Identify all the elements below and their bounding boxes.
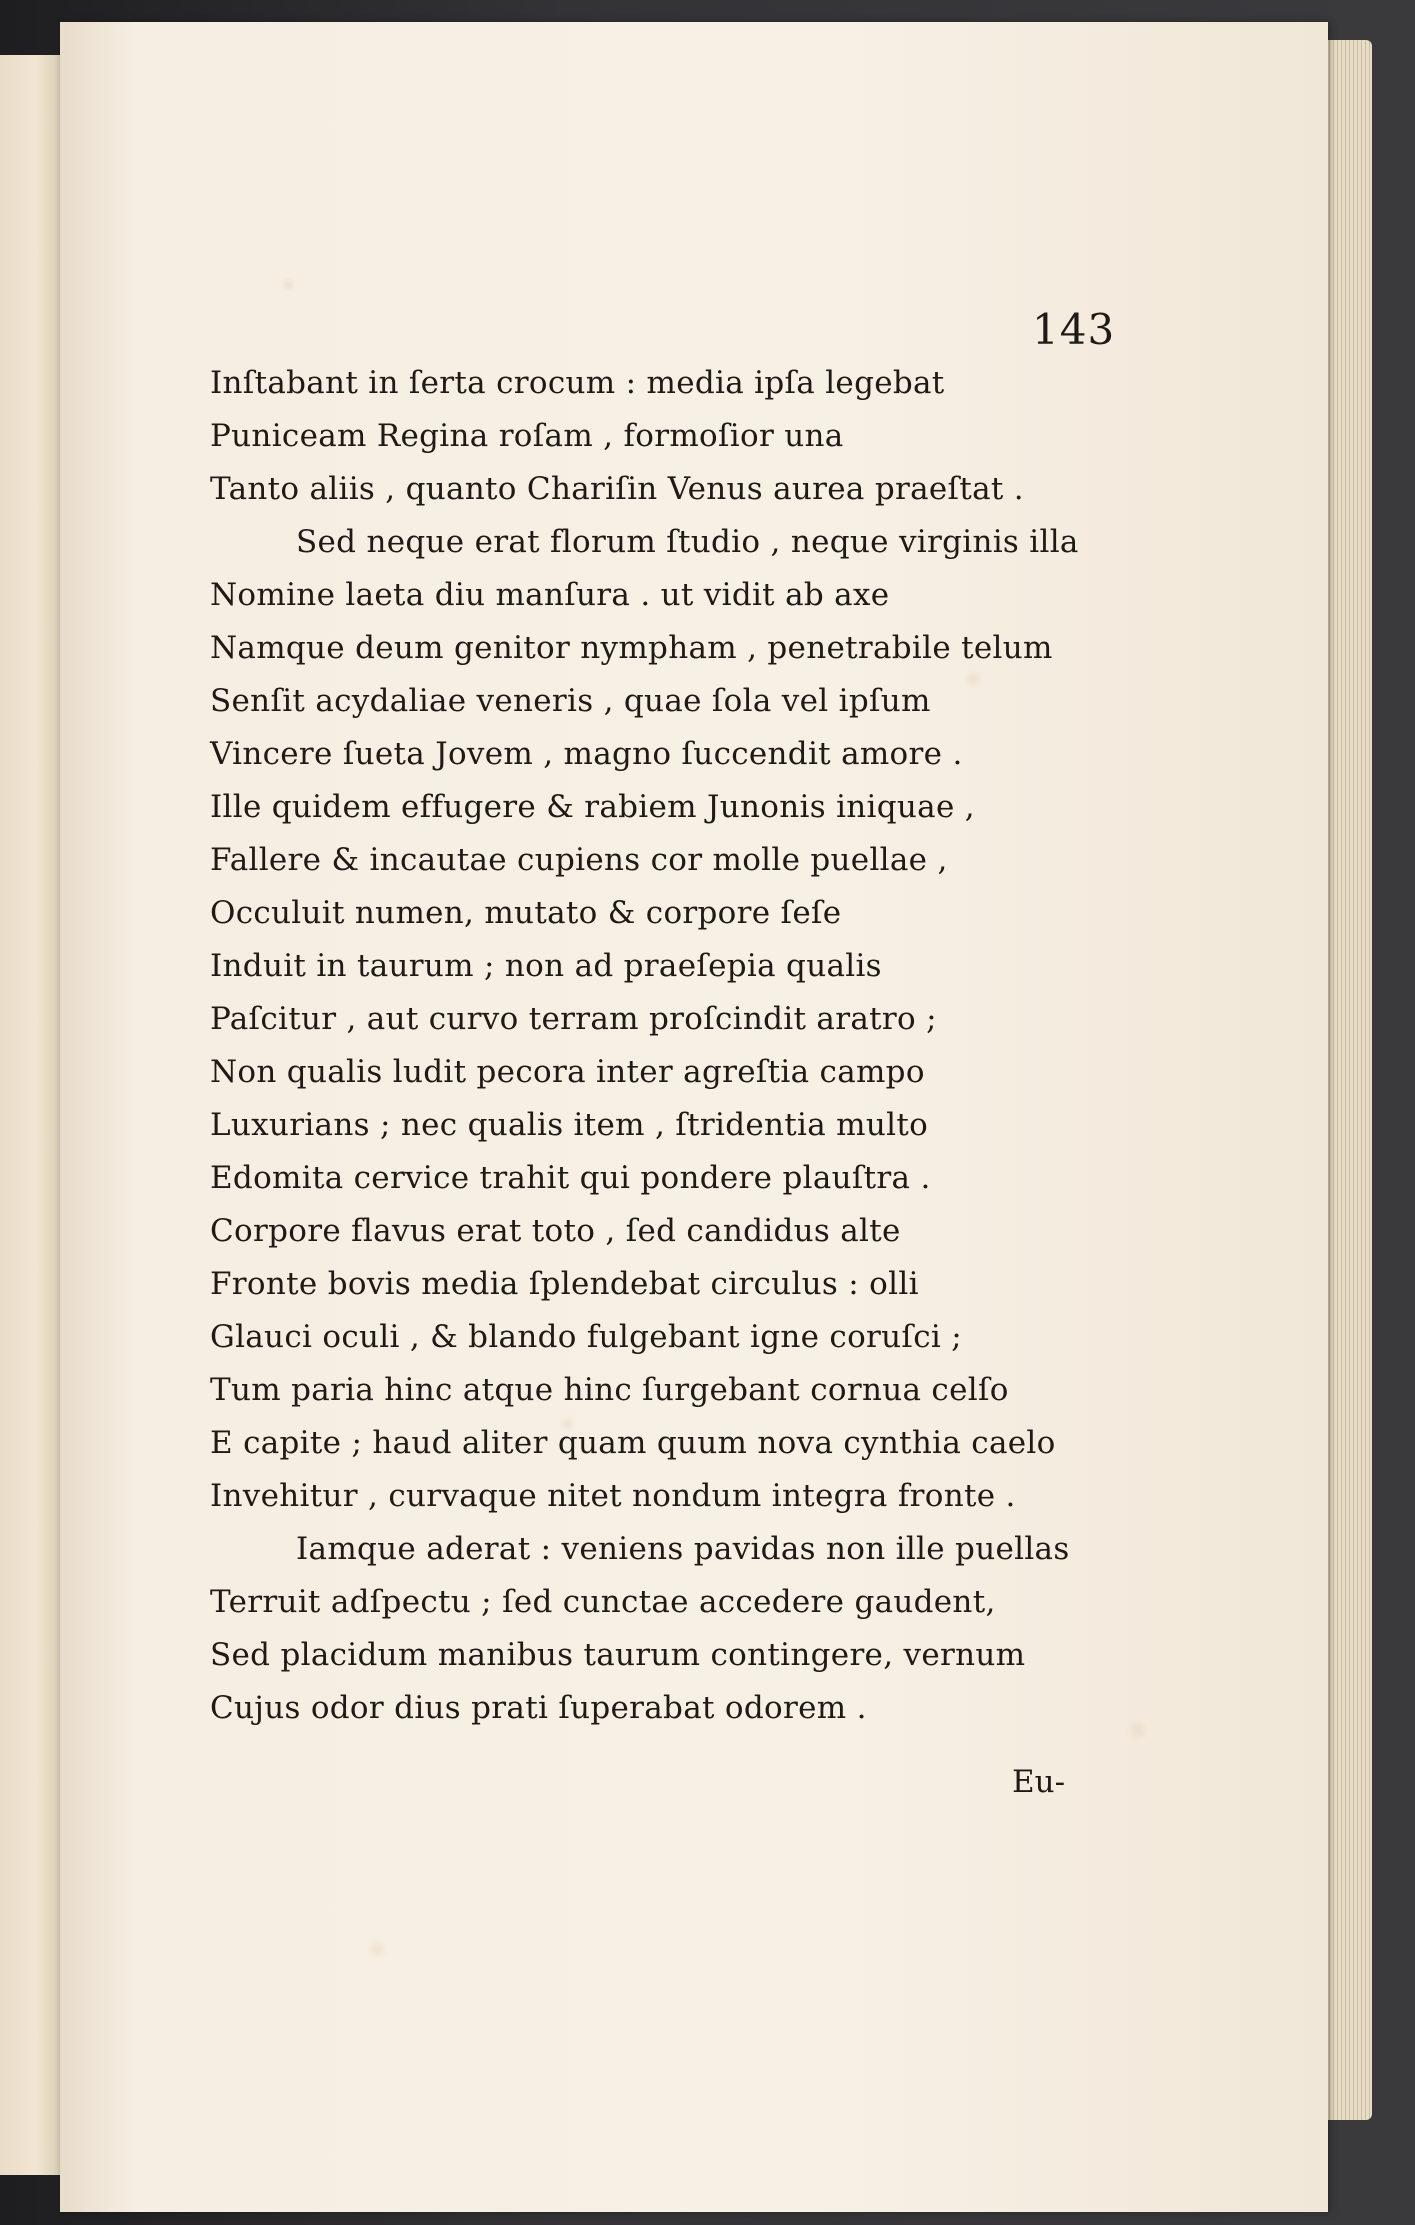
facing-page-edge: [0, 55, 64, 2175]
text-line: Glauci oculi , & blando fulgebant igne coruſci ;: [210, 1319, 962, 1355]
text-line: Occuluit numen, mutato & corpore ſeſe: [210, 895, 842, 931]
text-line: Inſtabant in ſerta crocum : media ipſa legebat: [210, 365, 945, 401]
text-line: Corpore flavus erat toto , ſed candidus alte: [210, 1213, 901, 1249]
text-line: Sed neque erat florum ſtudio , neque virginis illa: [296, 524, 1079, 560]
text-line: Nomine laeta diu manſura . ut vidit ab axe: [210, 577, 890, 613]
text-line: Namque deum genitor nympham , penetrabile telum: [210, 630, 1053, 666]
text-line: Fallere & incautae cupiens cor molle puellae ,: [210, 842, 948, 878]
page-number: 143: [1032, 305, 1116, 354]
book-page: [60, 22, 1328, 2212]
text-line: Iamque aderat : veniens pavidas non ille puellas: [296, 1531, 1070, 1567]
text-line: E capite ; haud aliter quam quum nova cynthia caelo: [210, 1425, 1056, 1461]
page-stack-edge: [1322, 40, 1372, 2120]
text-line: Tum paria hinc atque hinc ſurgebant cornua celſo: [210, 1372, 1009, 1408]
text-line: Cujus odor dius prati ſuperabat odorem .: [210, 1690, 867, 1726]
text-line: Puniceam Regina roſam , formoſior una: [210, 418, 844, 454]
poem-text: [210, 357, 1130, 1735]
text-line: Fronte bovis media ſplendebat circulus : olli: [210, 1266, 919, 1302]
text-line: Vincere ſueta Jovem , magno ſuccendit amore .: [210, 736, 963, 772]
text-line: Non qualis ludit pecora inter agreſtia campo: [210, 1054, 925, 1090]
text-line: Sed placidum manibus taurum contingere, vernum: [210, 1637, 1026, 1673]
text-line: Senſit acydaliae veneris , quae ſola vel ipſum: [210, 683, 931, 719]
text-line: Ille quidem effugere & rabiem Junonis iniquae ,: [210, 789, 975, 825]
text-line: Tanto aliis , quanto Chariſin Venus aurea praeſtat .: [210, 471, 1024, 507]
text-line: Luxurians ; nec qualis item , ſtridentia multo: [210, 1107, 929, 1143]
text-line: Edomita cervice trahit qui pondere plauſtra .: [210, 1160, 931, 1196]
text-line: Induit in taurum ; non ad praeſepia qualis: [210, 948, 882, 984]
text-line: Paſcitur , aut curvo terram proſcindit aratro ;: [210, 1001, 937, 1037]
text-line: Invehitur , curvaque nitet nondum integra fronte .: [210, 1478, 1016, 1514]
text-line: Terruit adſpectu ; ſed cunctae accedere gaudent,: [210, 1584, 996, 1620]
catchword: Eu-: [1012, 1764, 1066, 1800]
